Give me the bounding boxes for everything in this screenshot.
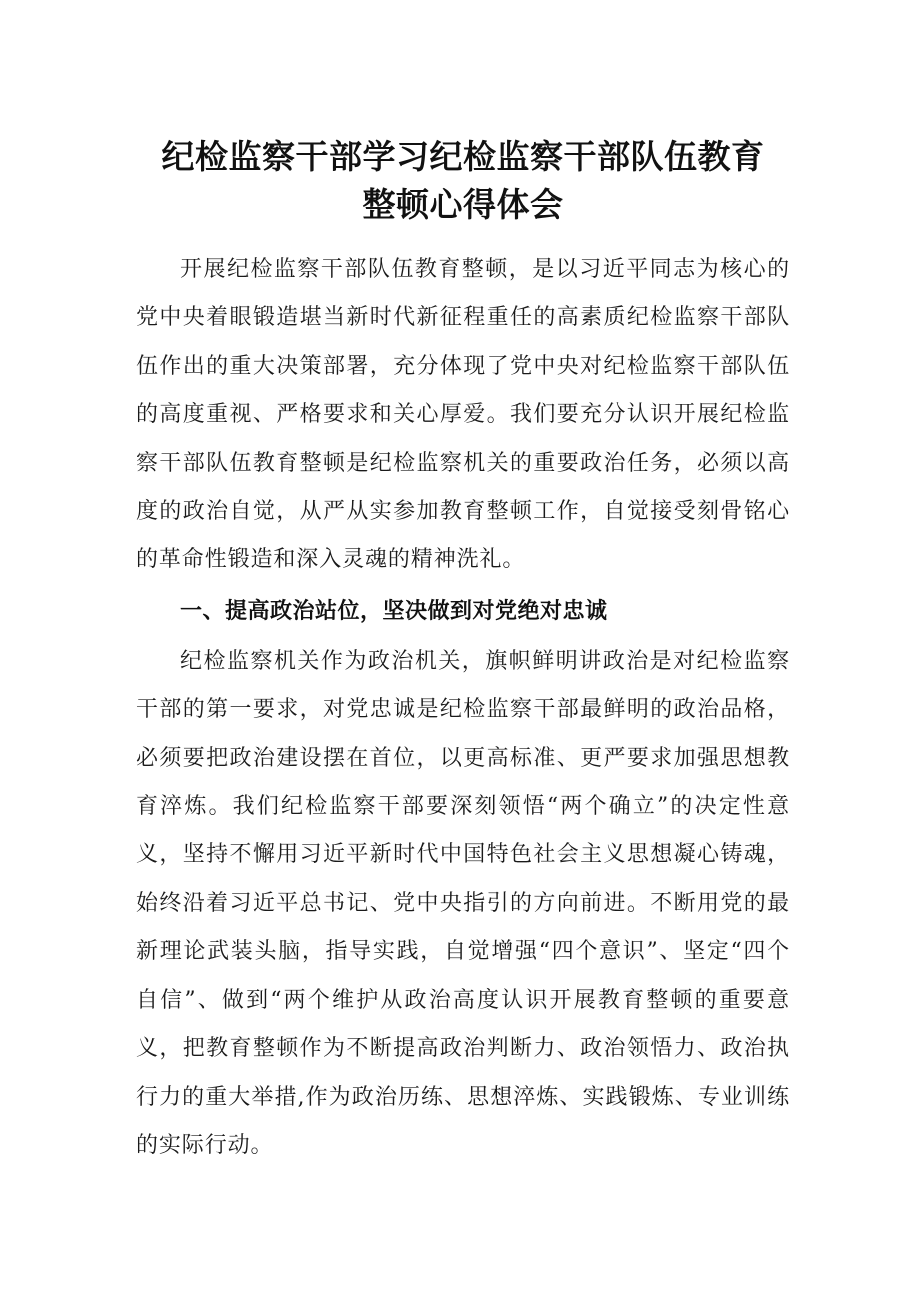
title-line-1: 纪检监察干部学习纪检监察干部队伍教育: [161, 137, 765, 176]
title-line-2: 整顿心得体会: [362, 185, 564, 224]
intro-paragraph: 开展纪检监察干部队伍教育整顿，是以习近平同志为核心的党中央着眼锻造堪当新时代新征程重任的高素质纪检监察干部队伍作出的重大决策部署，充分体现了党中央对纪检监察干部队伍的高度重视、严格要求和关心厚爱。我们要充分认识开展纪检监察干部队伍教育整顿是纪检监察机关的重要政治任务，必须以高度的政治自觉，从严从实参加教育整顿工作，自觉接受刻骨铭心的革命性锻造和深入灵魂的精神洗礼。: [136, 257, 790, 573]
section-1-paragraph: 纪检监察机关作为政治机关，旗帜鲜明讲政治是对纪检监察干部的第一要求，对党忠诚是纪检监察干部最鲜明的政治品格，必须要把政治建设摆在首位，以更高标准、更严要求加强思想教育淬炼。我们纪检监察干部要深刻领悟“两个确立”的决定性意义，坚持不懈用习近平新时代中国特色社会主义思想凝心铸魂，始终沿着习近平总书记、党中央指引的方向前进。不断用党的最新理论武装头脑，指导实践，自觉增强“四个意识”、坚定“四个自信”、做到“两个维护从政治高度认识开展教育整顿的重要意义，把教育整顿作为不断提高政治判断力、政治领悟力、政治执行力的重大举措,作为政治历练、思想淬炼、实践锻炼、专业训练的实际行动。: [136, 648, 790, 1158]
document-title: [136, 133, 790, 229]
document-body: [136, 246, 790, 1170]
section-1-heading: 一、提高政治站位，坚决做到对党绝对忠诚: [180, 598, 608, 624]
